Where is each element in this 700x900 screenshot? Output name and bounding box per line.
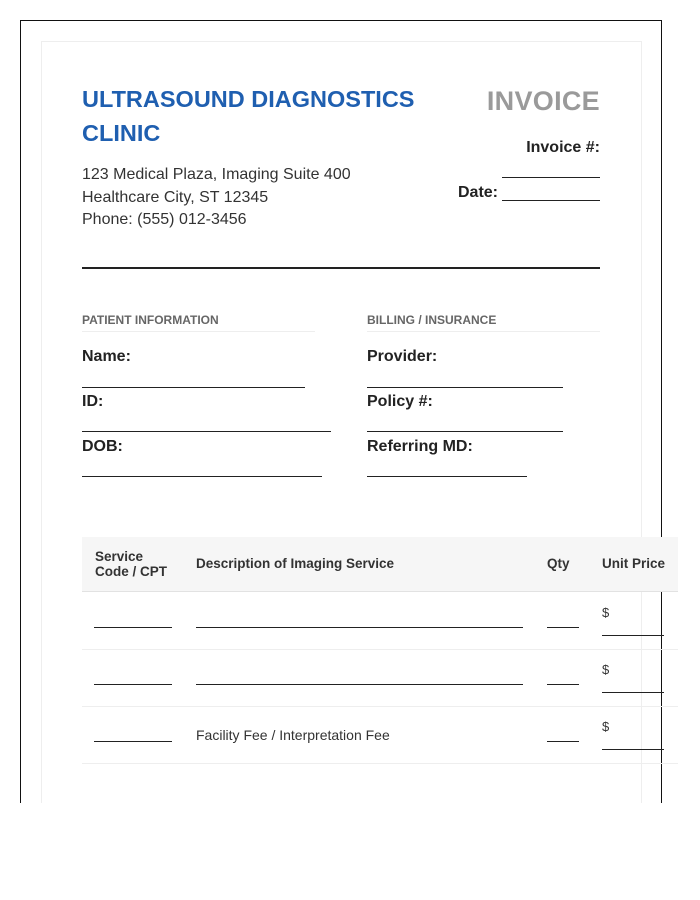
table-row [82, 593, 678, 650]
patient-info-heading: PATIENT INFORMATION [82, 313, 315, 332]
service-code-field[interactable] [94, 684, 172, 685]
insurance-provider-field[interactable] [367, 387, 563, 388]
unit-price-field[interactable] [602, 749, 664, 750]
referring-md-field[interactable] [367, 476, 527, 477]
clinic-name: ULTRASOUND DIAGNOSTICS CLINIC [82, 86, 415, 146]
policy-number-label: Policy #: [367, 393, 433, 410]
invoice-number-label: Invoice #: [526, 139, 600, 156]
table-row [82, 650, 678, 707]
table-row [82, 707, 678, 764]
currency-symbol: $ [602, 662, 610, 677]
patient-id-field[interactable] [82, 431, 331, 432]
clinic-address-line1: 123 Medical Plaza, Imaging Suite 400 [82, 166, 351, 183]
patient-id-label: ID: [82, 393, 104, 410]
col-header-qty: Qty [547, 556, 570, 571]
invoice-date-field[interactable] [502, 200, 600, 201]
patient-dob-field[interactable] [82, 476, 322, 477]
qty-field[interactable] [547, 684, 579, 685]
col-header-description: Description of Imaging Service [196, 556, 395, 571]
service-code-field[interactable] [94, 627, 172, 628]
col-header-code [95, 549, 167, 579]
patient-name-label: Name: [82, 348, 131, 365]
unit-price-field[interactable] [602, 635, 664, 636]
qty-field[interactable] [547, 627, 579, 628]
currency-symbol: $ [602, 605, 610, 620]
facility-fee-description: Facility Fee / Interpretation Fee [196, 727, 390, 743]
invoice-title: INVOICE [486, 86, 600, 116]
col-header-code-line1: Service [95, 549, 144, 564]
services-table-header [82, 537, 678, 592]
col-header-code-line2: Code / CPT [95, 564, 168, 579]
qty-field[interactable] [547, 741, 579, 742]
invoice-number-field[interactable] [502, 177, 600, 178]
service-code-field[interactable] [94, 741, 172, 742]
header-divider [82, 267, 600, 269]
patient-name-field[interactable] [82, 387, 305, 388]
insurance-provider-label: Provider: [367, 348, 438, 365]
invoice-date-label: Date: [458, 184, 499, 201]
clinic-address-line2: Healthcare City, ST 12345 [82, 189, 269, 206]
description-field[interactable] [196, 684, 523, 685]
unit-price-field[interactable] [602, 692, 664, 693]
description-field[interactable] [196, 627, 523, 628]
col-header-unit-price: Unit Price [602, 556, 666, 571]
billing-heading: BILLING / INSURANCE [367, 313, 600, 332]
policy-number-field[interactable] [367, 431, 563, 432]
referring-md-label: Referring MD: [367, 438, 473, 455]
clinic-phone: Phone: (555) 012-3456 [82, 211, 247, 228]
patient-dob-label: DOB: [82, 438, 123, 455]
currency-symbol: $ [602, 719, 610, 734]
